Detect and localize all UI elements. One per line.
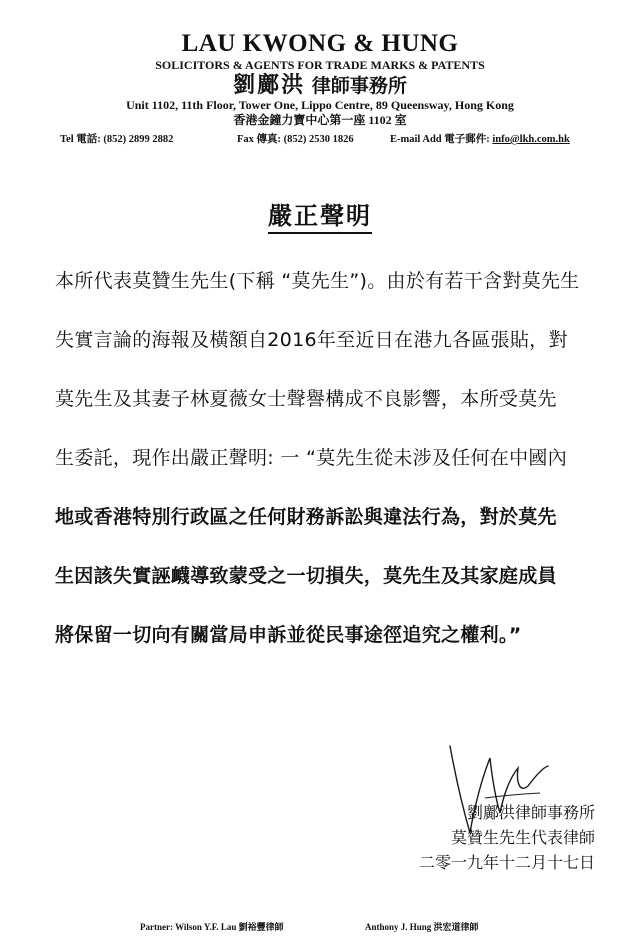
address-english: Unit 1102, 11th Floor, Tower One, Lippo Centre, 89 Queensway, Hong Kong xyxy=(126,98,514,112)
signature-role: 莫贊生先生代表律師 xyxy=(450,828,595,847)
email-link[interactable]: info@lkh.com.hk xyxy=(492,134,570,145)
letterhead xyxy=(0,30,640,128)
firm-subtitle: SOLICITORS & AGENTS FOR TRADE MARKS & PATENTS xyxy=(155,58,485,72)
statement-line: 將保留一切向有關當局申訴並從民事途徑追究之權利。” xyxy=(55,624,522,646)
firm-name-english: LAU KWONG & HUNG xyxy=(181,30,459,57)
email-label: E-mail Add 電子郵件: xyxy=(390,134,493,145)
email-line xyxy=(390,131,570,146)
statement-line: 地或香港特別行政區之任何財務訴訟與違法行為，對於莫先 xyxy=(55,506,557,528)
statement-line: 本所代表莫贊生先生(下稱 “莫先生”)。由於有若干含對莫先生 xyxy=(55,270,580,292)
footer-partner-1: Partner: Wilson Y.F. Lau 劉裕豐律師 xyxy=(140,922,284,932)
footer-partner-2: Anthony J. Hung 洪宏道律師 xyxy=(365,922,479,932)
signature-firm: 劉鄺洪律師事務所 xyxy=(466,803,595,822)
firm-name-chinese-suffix: 律師事務所 xyxy=(311,75,407,97)
statement-body xyxy=(55,266,595,679)
fax: Fax 傳真: (852) 2530 1826 xyxy=(237,134,354,145)
statement-line: 生委託，現作出嚴正聲明: 一 “莫先生從未涉及任何在中國內 xyxy=(55,447,568,469)
firm-name-chinese xyxy=(0,73,640,98)
statement-heading xyxy=(0,196,640,231)
address-chinese: 香港金鐘力寶中心第一座 1102 室 xyxy=(233,113,407,127)
signature-block xyxy=(419,800,595,875)
telephone: Tel 電話: (852) 2899 2882 xyxy=(60,134,174,145)
statement-line: 莫先生及其妻子林夏薇女士聲譽構成不良影響，本所受莫先 xyxy=(55,388,557,410)
statement-line: 生因該失實誣衊導致蒙受之一切損失，莫先生及其家庭成員 xyxy=(55,565,557,587)
firm-name-chinese-main: 劉鄺洪 xyxy=(233,72,306,98)
statement-heading-text: 嚴正聲明 xyxy=(268,202,372,234)
signature-date: 二零一九年十二月十七日 xyxy=(418,853,595,872)
statement-line: 失實言論的海報及橫額自2016年至近日在港九各區張貼，對 xyxy=(55,329,568,351)
